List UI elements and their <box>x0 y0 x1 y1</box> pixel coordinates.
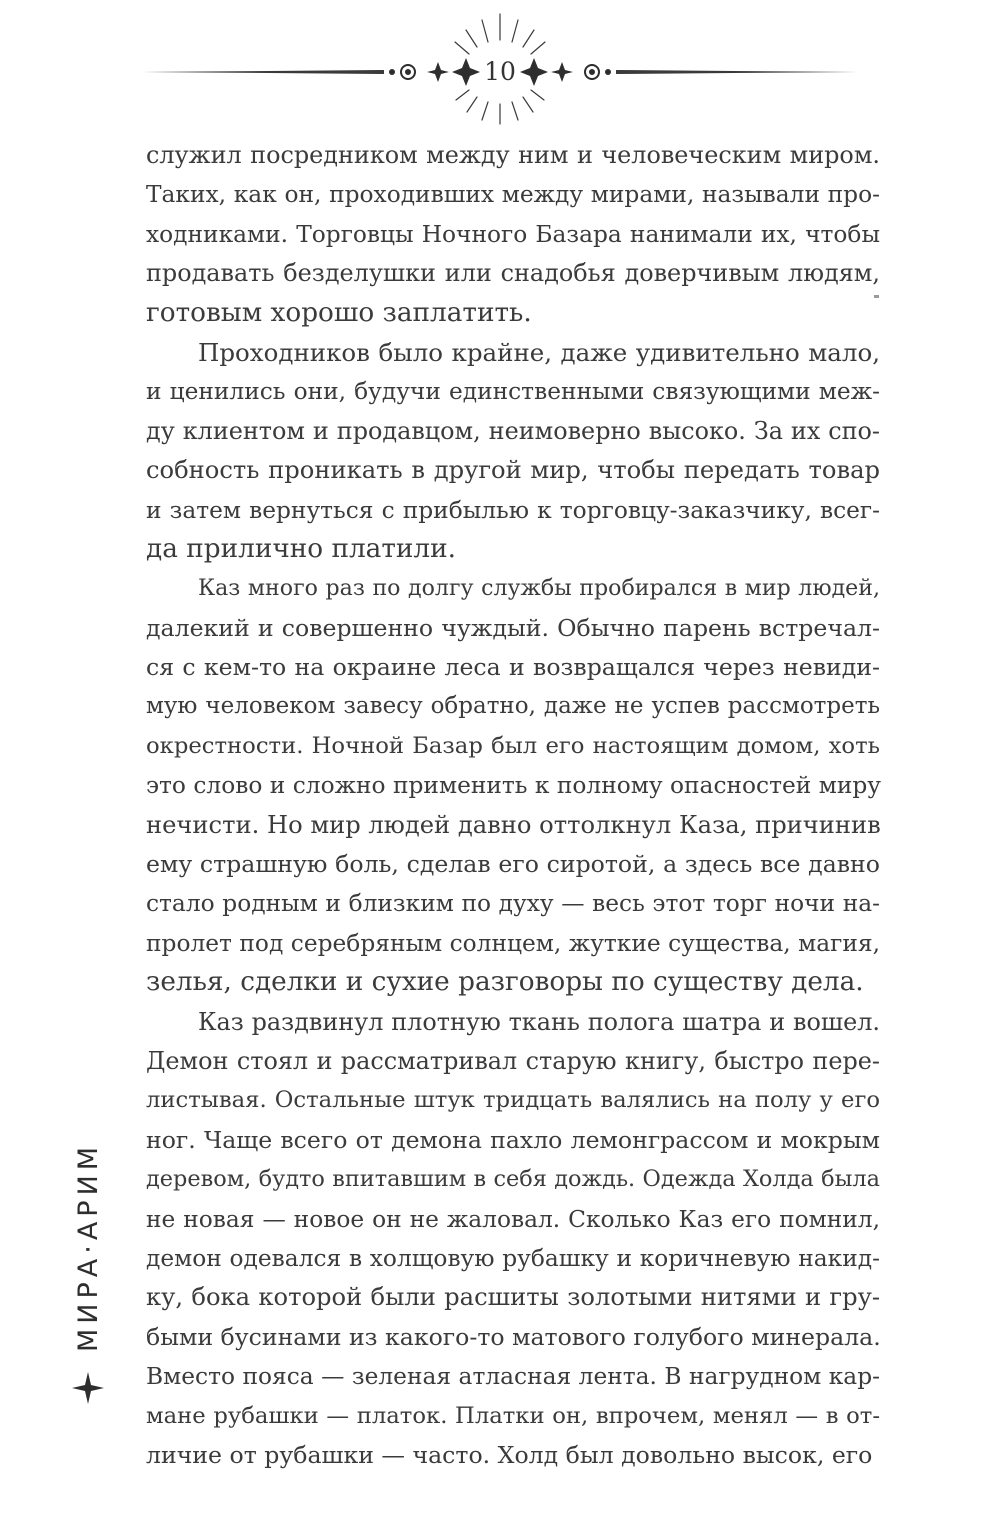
text-line: листывая. Остальные штук тридцать валялись на полу у его <box>146 1087 880 1114</box>
text-line: далекий и совершенно чуждый. Обычно парень встречал- <box>146 613 880 642</box>
text-line: Каз раздвинул плотную ткань полога шатра и вошел. <box>198 1007 880 1036</box>
text-line: продавать безделушки или снадобья доверчивым людям, <box>146 259 880 288</box>
right-ornament <box>520 58 611 86</box>
text-line: демон одевался в холщовую рубашку и коричневую накид- <box>146 1244 880 1272</box>
text-line: быми бусинами из какого-то матового голубого минерала. <box>146 1322 881 1351</box>
text-line: зелья, сделки и сухие разговоры по существу дела. <box>146 967 864 998</box>
text-line: ку, бока которой были расшиты золотыми нитями и гру- <box>146 1283 880 1312</box>
text-line: служил посредником между ним и человеческим миром. <box>146 141 880 169</box>
text-line: и ценились они, будучи единственными связующими меж- <box>146 378 880 406</box>
page-header <box>0 0 1000 140</box>
text-line: мую человеком завесу обратно, даже не успев рассмотреть <box>146 693 880 720</box>
text-line: ходниками. Торговцы Ночного Базара нанимали их, чтобы <box>146 220 880 248</box>
text-line: мане рубашки — платок. Платки он, впрочем, менял — в от- <box>146 1402 880 1429</box>
text-line: ему страшную боль, сделав его сиротой, а здесь все давно <box>146 850 880 879</box>
text-line: стало родным и близким по духу — весь этот торг ночи на- <box>146 890 880 918</box>
side-star-icon <box>70 1370 106 1406</box>
right-rule <box>616 70 858 74</box>
body-text <box>146 136 880 1475</box>
text-line: пролет под серебряным солнцем, жуткие существа, магия, <box>146 929 880 957</box>
text-line: и затем вернуться с прибылью к торговцу-заказчику, всег- <box>146 496 880 524</box>
text-line: личие от рубашки — часто. Холд был довольно высок, его <box>146 1440 873 1469</box>
text-line: окрестности. Ночной Базар был его настоящим домом, хоть <box>146 732 880 759</box>
text-line: ног. Чаще всего от демона пахло лемонграссом и мокрым <box>146 1125 880 1154</box>
page-number: 10 <box>484 57 516 86</box>
text-line: Демон стоял и рассматривал старую книгу, быстро пере- <box>146 1046 880 1075</box>
text-line: Вместо пояса — зеленая атласная лента. В нагрудном кар- <box>146 1363 880 1391</box>
text-line: деревом, будто впитавшим в себя дождь. Одежда Холда была <box>146 1166 880 1193</box>
left-rule <box>142 70 384 74</box>
text-line: Таких, как он, проходивших между мирами, называли про- <box>146 181 880 209</box>
text-line: нечисти. Но мир людей давно оттолкнул Каза, причинив <box>146 810 881 839</box>
text-line: Проходников было крайне, даже удивительно мало, <box>198 337 880 367</box>
text-line: да прилично платили. <box>146 533 457 564</box>
text-line: ся с кем-то на окраине леса и возвращался через невиди- <box>146 653 880 682</box>
text-line: Каз много раз по долгу службы пробирался в мир людей, <box>198 575 880 602</box>
text-line: не новая — новое он не жаловал. Сколько Каз его помнил, <box>146 1205 880 1233</box>
text-line: это слово и сложно применить к полному опасностей миру <box>146 772 881 800</box>
text-line: готовым хорошо заплатить. <box>146 297 532 328</box>
text-line: собность проникать в другой мир, чтобы передать товар <box>146 456 880 485</box>
side-author: МИРА·АРИМ <box>73 1141 104 1352</box>
text-line: ду клиентом и продавцом, неимоверно высоко. За их спо- <box>146 416 880 445</box>
left-ornament <box>389 58 480 86</box>
